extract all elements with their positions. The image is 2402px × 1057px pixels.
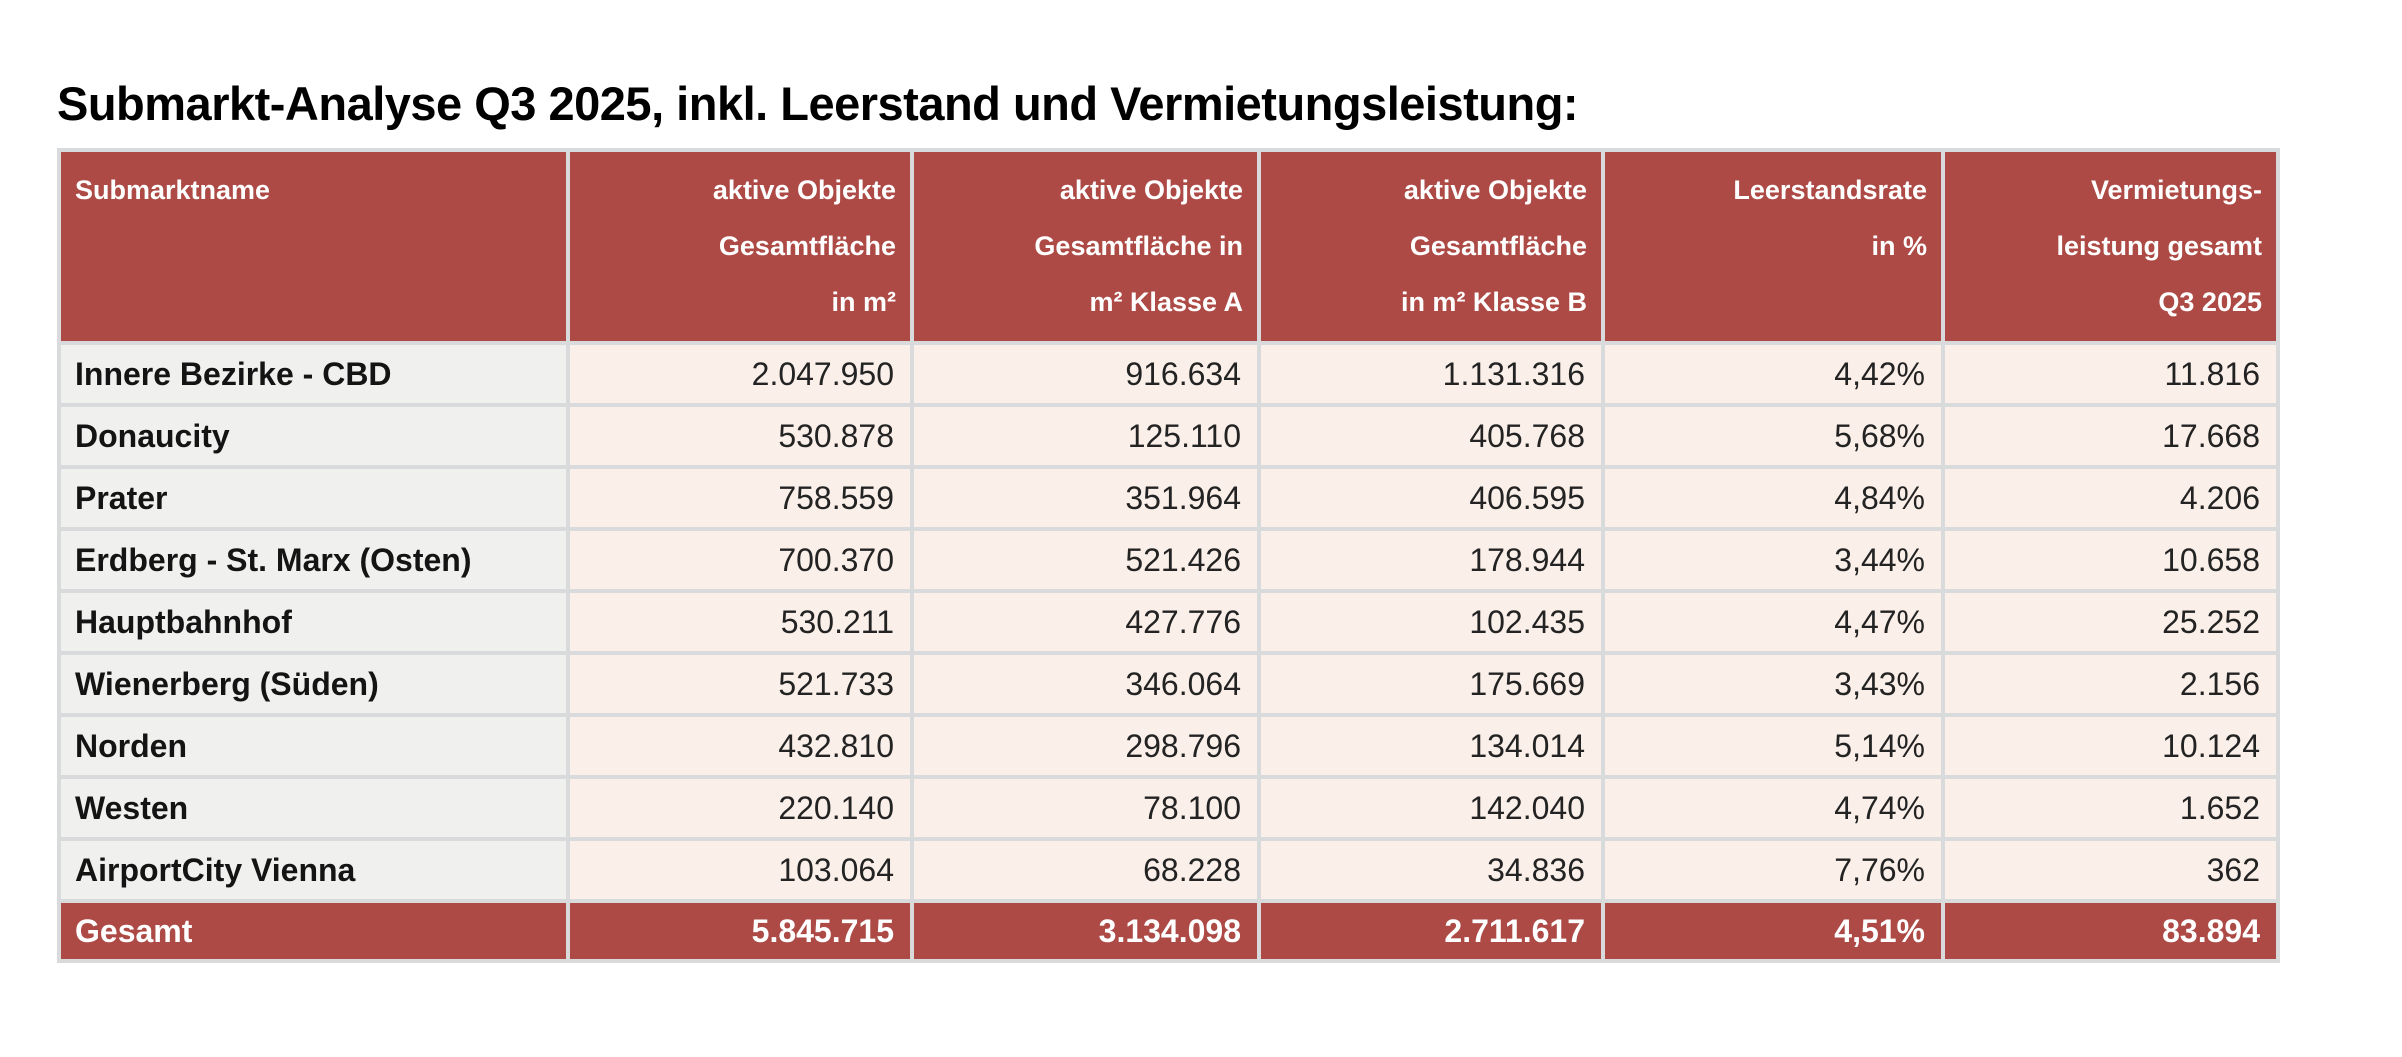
cell-klasse-b: 1.131.316 [1261,345,1601,403]
cell-klasse-b: 406.595 [1261,469,1601,527]
cell-leerstandsrate: 4,84% [1605,469,1941,527]
header-line: aktive Objekte [1403,175,1587,205]
row-label: Norden [61,717,566,775]
total-klasse-a: 3.134.098 [914,903,1257,959]
row-label: Prater [61,469,566,527]
cell-klasse-b: 405.768 [1261,407,1601,465]
cell-gesamtflaeche: 758.559 [570,469,910,527]
cell-klasse-a: 125.110 [914,407,1257,465]
header-line: Leerstandsrate [1733,175,1927,205]
header-line: Gesamtfläche in [1034,231,1243,261]
cell-klasse-a: 298.796 [914,717,1257,775]
row-label: Wienerberg (Süden) [61,655,566,713]
col-header-leerstandsrate [1605,152,1941,341]
cell-klasse-b: 175.669 [1261,655,1601,713]
header-line: leistung gesamt [2056,231,2262,261]
row-label: Hauptbahnhof [61,593,566,651]
cell-klasse-b: 102.435 [1261,593,1601,651]
header-line: in % [1871,231,1927,261]
total-row-label: Gesamt [61,903,566,959]
total-leerstandsrate: 4,51% [1605,903,1941,959]
header-line: Gesamtfläche [1409,231,1587,261]
cell-klasse-a: 351.964 [914,469,1257,527]
cell-gesamtflaeche: 103.064 [570,841,910,899]
cell-vermietungsleistung: 1.652 [1945,779,2276,837]
header-line: Submarktname [75,175,271,205]
header-line: in m² Klasse B [1400,287,1587,317]
total-klasse-b: 2.711.617 [1261,903,1601,959]
cell-klasse-b: 142.040 [1261,779,1601,837]
cell-leerstandsrate: 7,76% [1605,841,1941,899]
header-line: aktive Objekte [1059,175,1243,205]
cell-klasse-a: 346.064 [914,655,1257,713]
cell-klasse-a: 916.634 [914,345,1257,403]
col-header-gesamtflaeche-klasse-b [1261,152,1601,341]
cell-leerstandsrate: 4,47% [1605,593,1941,651]
col-header-gesamtflaeche-klasse-a [914,152,1257,341]
cell-leerstandsrate: 5,14% [1605,717,1941,775]
cell-vermietungsleistung: 10.658 [1945,531,2276,589]
cell-vermietungsleistung: 11.816 [1945,345,2276,403]
header-line: Gesamtfläche [718,231,896,261]
cell-vermietungsleistung: 2.156 [1945,655,2276,713]
header-line: m² Klasse A [1089,287,1243,317]
cell-klasse-a: 78.100 [914,779,1257,837]
page-title: Submarkt-Analyse Q3 2025, inkl. Leerstand und Vermietungsleistung: [57,77,1579,130]
cell-gesamtflaeche: 2.047.950 [570,345,910,403]
cell-leerstandsrate: 5,68% [1605,407,1941,465]
cell-leerstandsrate: 3,43% [1605,655,1941,713]
row-label: Westen [61,779,566,837]
submarket-table [57,148,2280,963]
cell-leerstandsrate: 4,74% [1605,779,1941,837]
cell-gesamtflaeche: 530.878 [570,407,910,465]
cell-klasse-a: 68.228 [914,841,1257,899]
cell-leerstandsrate: 3,44% [1605,531,1941,589]
header-line: in m² [831,287,896,317]
cell-vermietungsleistung: 25.252 [1945,593,2276,651]
cell-klasse-b: 34.836 [1261,841,1601,899]
row-label: AirportCity Vienna [61,841,566,899]
cell-vermietungsleistung: 362 [1945,841,2276,899]
cell-klasse-b: 178.944 [1261,531,1601,589]
cell-leerstandsrate: 4,42% [1605,345,1941,403]
col-header-gesamtflaeche [570,152,910,341]
cell-gesamtflaeche: 521.733 [570,655,910,713]
cell-gesamtflaeche: 530.211 [570,593,910,651]
row-label: Donaucity [61,407,566,465]
header-line: Q3 2025 [2158,287,2262,317]
cell-klasse-a: 521.426 [914,531,1257,589]
cell-gesamtflaeche: 700.370 [570,531,910,589]
cell-klasse-a: 427.776 [914,593,1257,651]
header-line: aktive Objekte [712,175,896,205]
cell-gesamtflaeche: 432.810 [570,717,910,775]
row-label: Erdberg - St. Marx (Osten) [61,531,566,589]
header-line: Vermietungs- [2090,175,2262,205]
cell-vermietungsleistung: 17.668 [1945,407,2276,465]
cell-vermietungsleistung: 10.124 [1945,717,2276,775]
row-label: Innere Bezirke - CBD [61,345,566,403]
total-gesamtflaeche: 5.845.715 [570,903,910,959]
col-header-submarktname [61,152,566,341]
cell-vermietungsleistung: 4.206 [1945,469,2276,527]
cell-klasse-b: 134.014 [1261,717,1601,775]
cell-gesamtflaeche: 220.140 [570,779,910,837]
col-header-vermietungsleistung [1945,152,2276,341]
total-vermietungsleistung: 83.894 [1945,903,2276,959]
